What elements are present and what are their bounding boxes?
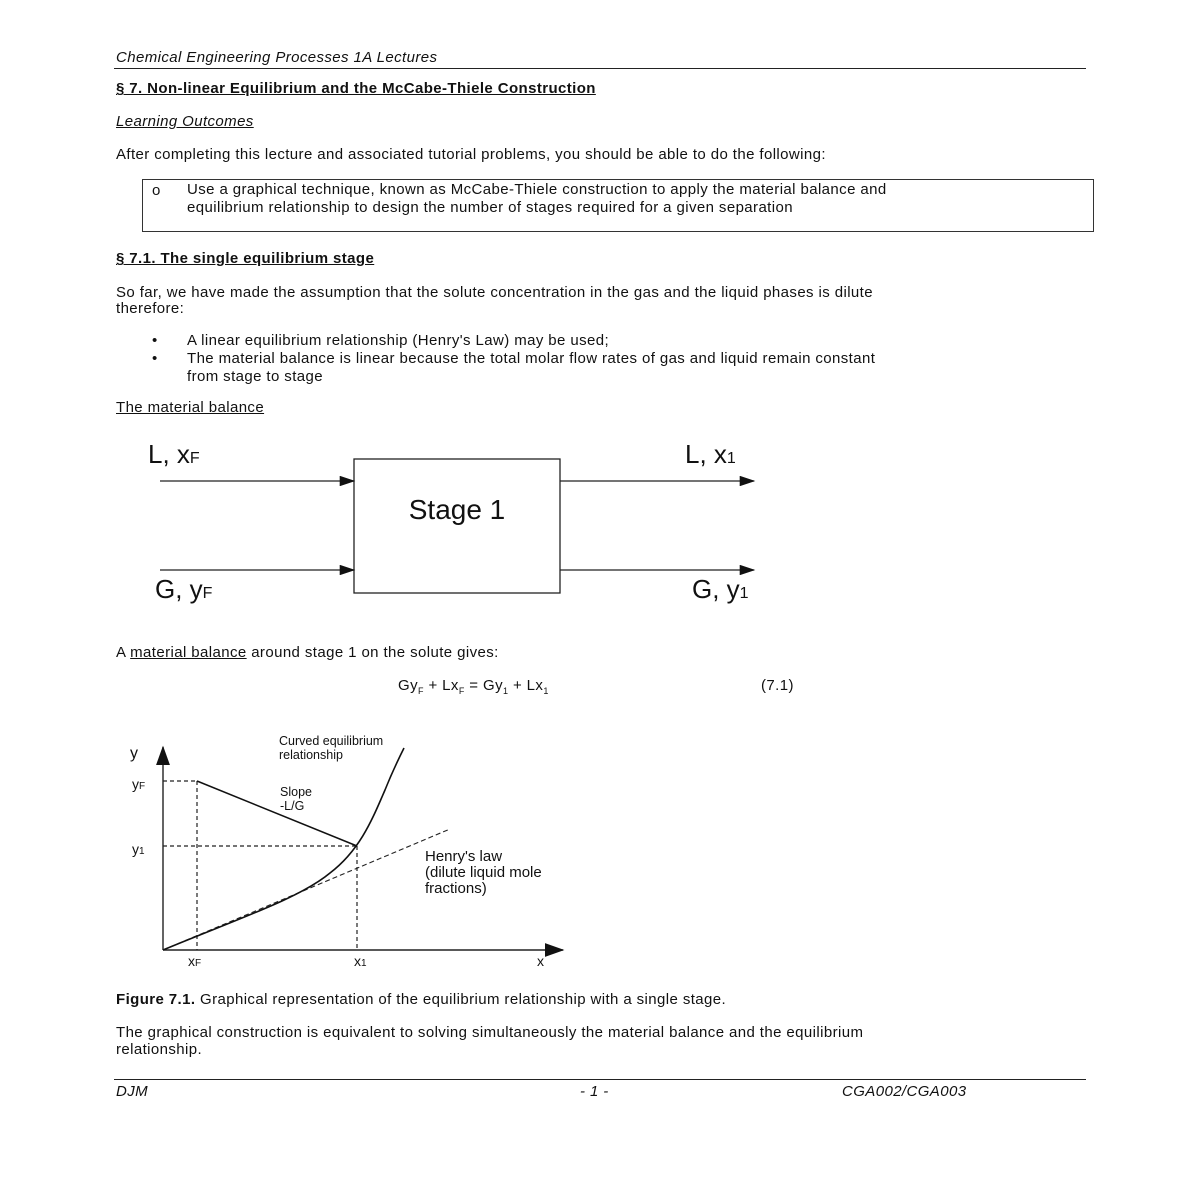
gas-inlet-label: G, yF xyxy=(155,574,213,604)
bullet-1-line-1: A linear equilibrium relationship (Henry's Law) may be used; xyxy=(187,332,610,349)
x-axis-label: x xyxy=(537,953,544,969)
liquid-outlet-label: L, x1 xyxy=(685,439,736,469)
eq-term-1: Gy xyxy=(398,677,418,694)
slope-annotation-line-2: -L/G xyxy=(280,799,305,813)
x1-label: x1 xyxy=(354,953,367,969)
closing-paragraph-line-1: The graphical construction is equivalent to solving simultaneously the material balance and the equilibrium xyxy=(116,1024,864,1041)
eq-term-4: + Lx xyxy=(508,677,544,694)
bullet-2-line-2: from stage to stage xyxy=(187,368,324,385)
learning-outcomes-heading: Learning Outcomes xyxy=(116,113,254,130)
henry-annotation-line-2: (dilute liquid mole xyxy=(425,864,542,881)
material-balance-heading: The material balance xyxy=(116,399,265,416)
outcome-item-line-2: equilibrium relationship to design the number of stages required for a given separation xyxy=(187,199,793,216)
balance-suffix: around stage 1 on the solute gives: xyxy=(246,644,499,661)
henry-annotation-line-3: fractions) xyxy=(425,880,487,897)
eq-sub-3: 1 xyxy=(502,686,509,696)
footer-course-code: CGA002/CGA003 xyxy=(842,1083,967,1100)
running-header: Chemical Engineering Processes 1A Lectures xyxy=(116,49,438,66)
operating-line xyxy=(197,781,357,846)
eq-term-3: = Gy xyxy=(464,677,503,694)
henry-annotation-line-1: Henry's law xyxy=(425,848,503,865)
yF-label: yF xyxy=(132,776,146,792)
learning-outcomes-intro: After completing this lecture and associated tutorial problems, you should be able to do the following: xyxy=(116,146,826,163)
y1-label: y1 xyxy=(132,841,145,857)
bullet-2-line-1: The material balance is linear because the total molar flow rates of gas and liquid remain constant xyxy=(187,350,876,367)
material-balance-link: material balance xyxy=(130,644,247,661)
curve-annotation-line-1: Curved equilibrium xyxy=(279,734,384,748)
xF-label: xF xyxy=(188,953,202,969)
balance-prefix: A xyxy=(116,644,131,661)
bullet-symbol-1: • xyxy=(152,332,158,349)
figure-caption xyxy=(116,991,726,1008)
y-axis-label: y xyxy=(130,745,138,762)
outcome-item-line-1: Use a graphical technique, known as McCabe-Thiele construction to apply the material balance and xyxy=(187,181,887,198)
equilibrium-curve xyxy=(163,748,404,950)
figure-caption-label: Figure 7.1. xyxy=(116,991,196,1008)
intro-paragraph-line-2: therefore: xyxy=(116,300,185,317)
section-7-title: § 7. Non-linear Equilibrium and the McCabe-Thiele Construction xyxy=(116,80,596,97)
footer-author: DJM xyxy=(116,1083,149,1100)
closing-paragraph-line-2: relationship. xyxy=(116,1041,203,1058)
liquid-inlet-label: L, xF xyxy=(148,439,200,469)
footer-page-number: - 1 - xyxy=(580,1083,609,1100)
gas-outlet-label: G, y1 xyxy=(692,574,749,604)
bullet-symbol-2: • xyxy=(152,350,158,367)
eq-sub-1: F xyxy=(417,686,424,696)
curve-annotation-line-2: relationship xyxy=(279,748,343,762)
equation-number: (7.1) xyxy=(761,677,794,694)
eq-term-2: + Lx xyxy=(423,677,459,694)
stage-label: Stage 1 xyxy=(408,494,506,525)
outcome-bullet-symbol: o xyxy=(152,182,161,199)
figure-caption-text: Graphical representation of the equilibrium relationship with a single stage. xyxy=(195,991,727,1008)
section-7-1-title: § 7.1. The single equilibrium stage xyxy=(116,250,375,267)
footer-rule xyxy=(114,1079,1086,1080)
eq-sub-4: 1 xyxy=(543,686,549,696)
slope-annotation-line-1: Slope xyxy=(280,785,312,799)
eq-sub-2: F xyxy=(458,686,465,696)
intro-paragraph-line-1: So far, we have made the assumption that the solute concentration in the gas and the liquid phases is dilute xyxy=(116,284,873,301)
